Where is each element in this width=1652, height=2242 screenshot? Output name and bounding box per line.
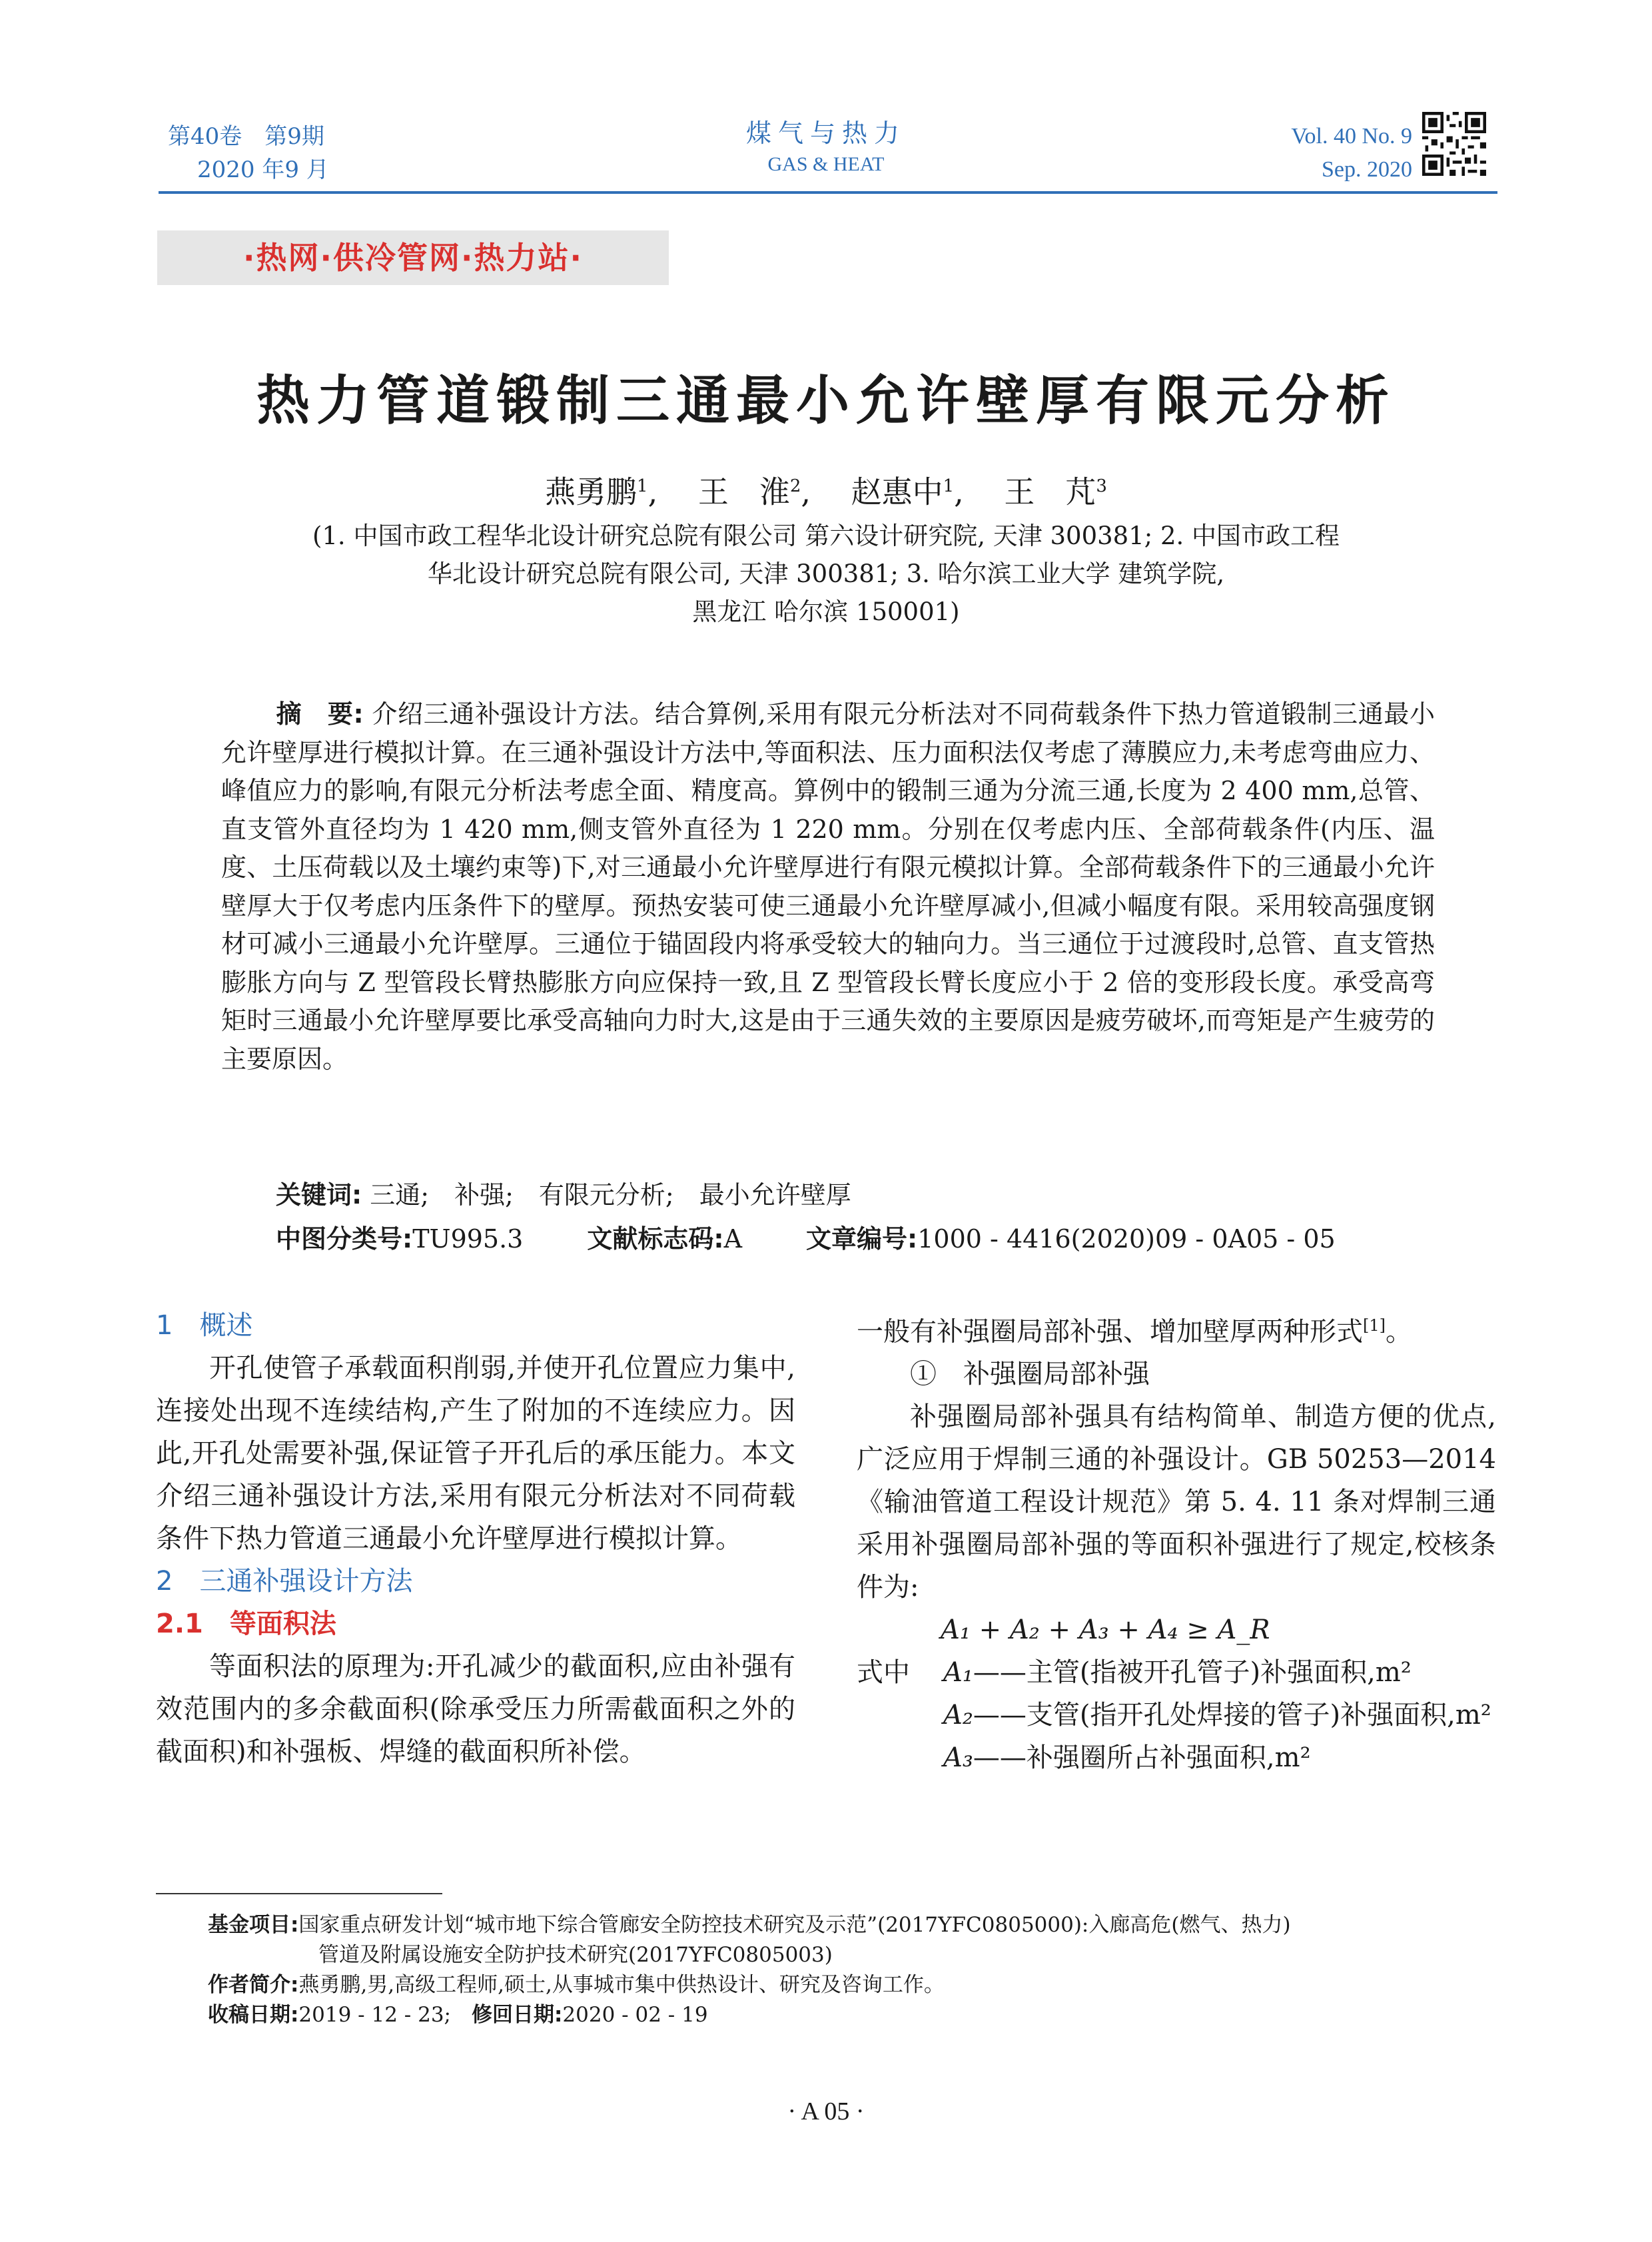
volume-issue-en: Vol. 40 No. 9: [1291, 124, 1412, 149]
journal-volume-en: [1291, 120, 1412, 187]
definition-text: ——补强圈所占补强面积,m²: [973, 1742, 1311, 1774]
author-name: 王 芃: [1004, 474, 1096, 510]
journal-volume-issue: [168, 120, 329, 187]
clc-value: TU995.3: [412, 1224, 524, 1254]
author-name: 燕勇鹏: [545, 474, 637, 510]
paragraph-continuation: 一般有补强圈局部补强、增加壁厚两种形式[1]。: [857, 1316, 1412, 1347]
funding-note-cont: 管道及附属设施安全防护技术研究(2017YFC0805003): [318, 1943, 833, 1967]
qr-code-icon: [1422, 112, 1486, 176]
symbol: A₂: [943, 1700, 973, 1731]
keywords: [276, 1176, 851, 1214]
section-heading: 1 概述: [156, 1310, 253, 1341]
definition-row: [857, 1651, 1496, 1694]
paragraph: 等面积法的原理为:开孔减少的截面积,应由补强有效范围内的多余截面积(除承受压力所需截面积之外的截面积)和补强板、焊缝的截面积所补偿。: [156, 1651, 795, 1767]
footnote-rule: [156, 1893, 442, 1894]
abstract-label: 摘 要:: [276, 699, 364, 729]
definition-row: [857, 1736, 1496, 1779]
left-column: [156, 1304, 795, 1773]
journal-name: [726, 117, 926, 179]
issue-date: 2020 年9 月: [197, 157, 329, 183]
abstract-text: 介绍三通补强设计方法。结合算例,采用有限元分析法对不同荷载条件下热力管道锻制三通最小允许壁厚进行模拟计算。在三通补强设计方法中,等面积法、压力面积法仅考虑了薄膜应力,未考虑弯曲应力、峰值应力的影响,有限元分析法考虑全面、精度高。算例中的锻制三通为分流三通,长度为 2 400 mm,总管、直支管外直径均为 1 420 mm,侧支管外直径为 1 220 mm。分别在仅考虑内压、全部荷载条件(内压、温度、土压荷载以及土壤约束等)下,对三通最小允许壁厚进行有限元模拟计算。全部荷载条件下的三通最小允许壁厚大于仅考虑内压条件下的壁厚。预热安装可使三通最小允许壁厚减小,但减小幅度有限。采用较高强度钢材可减小三通最小允许壁厚。三通位于锚固段内将承受较大的轴向力。当三通位于过渡段时,总管、直支管热膨胀方向与 Z 型管段长臂热膨胀方向应保持一致,且 Z 型管段长臂长度应小于 2 倍的变形段长度。承受高弯矩时三通最小允许壁厚要比承受高轴向力时大,这是由于三通失效的主要原因是疲劳破坏,而弯矩是产生疲劳的主要原因。: [221, 699, 1435, 1074]
affiliation-line: 黑龙江 哈尔滨 150001): [692, 597, 960, 626]
volume-issue: 第40卷 第9期: [168, 123, 324, 150]
classification-line: [276, 1220, 1336, 1258]
article-title: 热力管道锻制三通最小允许壁厚有限元分析: [256, 369, 1396, 432]
paragraph: 开孔使管子承载面积削弱,并使开孔位置应力集中,连接处出现不连续结构,产生了附加的不连续应力。因此,开孔处需要补强,保证管子开孔后的承压能力。本文介绍三通补强设计方法,采用有限元分析法对不同荷载条件下热力管道三通最小允许壁厚进行模拟计算。: [156, 1353, 795, 1554]
author-affiliation-mark: 1: [637, 476, 648, 496]
author-affiliation-mark: 3: [1096, 476, 1107, 496]
article-no-label: 文章编号:: [806, 1224, 918, 1254]
abstract: [221, 695, 1435, 1078]
definition-row: [857, 1694, 1496, 1736]
affiliations: [200, 517, 1452, 631]
definition-text: ——支管(指开孔处焊接的管子)补强面积,m²: [973, 1700, 1491, 1731]
where-label: 式中: [857, 1657, 910, 1688]
author-affiliation-mark: 2: [789, 476, 801, 496]
affiliation-line: (1. 中国市政工程华北设计研究总院有限公司 第六设计研究院, 天津 300381; 2. 中国市政工程: [312, 522, 1340, 550]
doc-code-value: A: [723, 1224, 743, 1254]
dates-note: 收稿日期:2019 - 12 - 23; 修回日期:2020 - 02 - 19: [208, 2003, 708, 2027]
journal-name-cn: 煤气与热力: [745, 119, 906, 148]
author-list: 燕勇鹏$^1$, 王 淮$^2$, 赵惠中$^1$, 王 芃$^3$: [545, 474, 1107, 510]
paragraph: 补强圈局部补强具有结构简单、制造方便的优点,广泛应用于焊制三通的补强设计。GB 50253—2014《输油管道工程设计规范》第 5. 4. 11 条对焊制三通采用补强圈局部补强的等面积补强进行了规定,校核条件为:: [857, 1401, 1496, 1603]
keywords-label: 关键词:: [276, 1180, 362, 1210]
author-name: 赵惠中: [851, 474, 943, 510]
symbol: A₁: [943, 1657, 973, 1688]
article-no-value: 1000 - 4416(2020)09 - 0A05 - 05: [917, 1224, 1336, 1254]
subsection-heading: 2.1 等面积法: [156, 1609, 336, 1639]
definition-text: ——主管(指被开孔管子)补强面积,m²: [973, 1657, 1412, 1688]
formula: A₁ + A₂ + A₃ + A₄ ≥ A_R: [941, 1615, 1270, 1646]
keywords-text: 三通; 补强; 有限元分析; 最小允许壁厚: [370, 1180, 851, 1210]
funding-note: 基金项目:国家重点研发计划“城市地下综合管廊安全防控技术研究及示范”(2017YFC0805000):入廊高危(燃气、热力): [208, 1913, 1291, 1937]
list-item-heading: ① 补强圈局部补强: [910, 1359, 1150, 1390]
symbol: A₃: [943, 1742, 973, 1774]
clc-label: 中图分类号:: [276, 1224, 413, 1254]
column-tag: ·热网·供冷管网·热力站·: [157, 230, 669, 285]
author-affiliation-mark: 1: [943, 476, 955, 496]
section-heading: 2 三通补强设计方法: [156, 1566, 413, 1597]
citation-ref: [1]: [1363, 1316, 1386, 1335]
footnotes: [208, 1910, 1493, 2030]
right-column: [857, 1304, 1496, 1779]
page-number: · A 05 ·: [787, 2097, 865, 2125]
issue-date-en: Sep. 2020: [1322, 157, 1412, 182]
author-bio: 作者简介:燕勇鹏,男,高级工程师,硕士,从事城市集中供热设计、研究及咨询工作。: [208, 1973, 945, 1997]
affiliation-line: 华北设计研究总院有限公司, 天津 300381; 3. 哈尔滨工业大学 建筑学院,: [427, 560, 1225, 588]
journal-name-en: GAS & HEAT: [767, 153, 885, 175]
header-rule: [159, 191, 1497, 194]
doc-code-label: 文献标志码:: [587, 1224, 724, 1254]
author-name: 王 淮: [697, 474, 790, 510]
